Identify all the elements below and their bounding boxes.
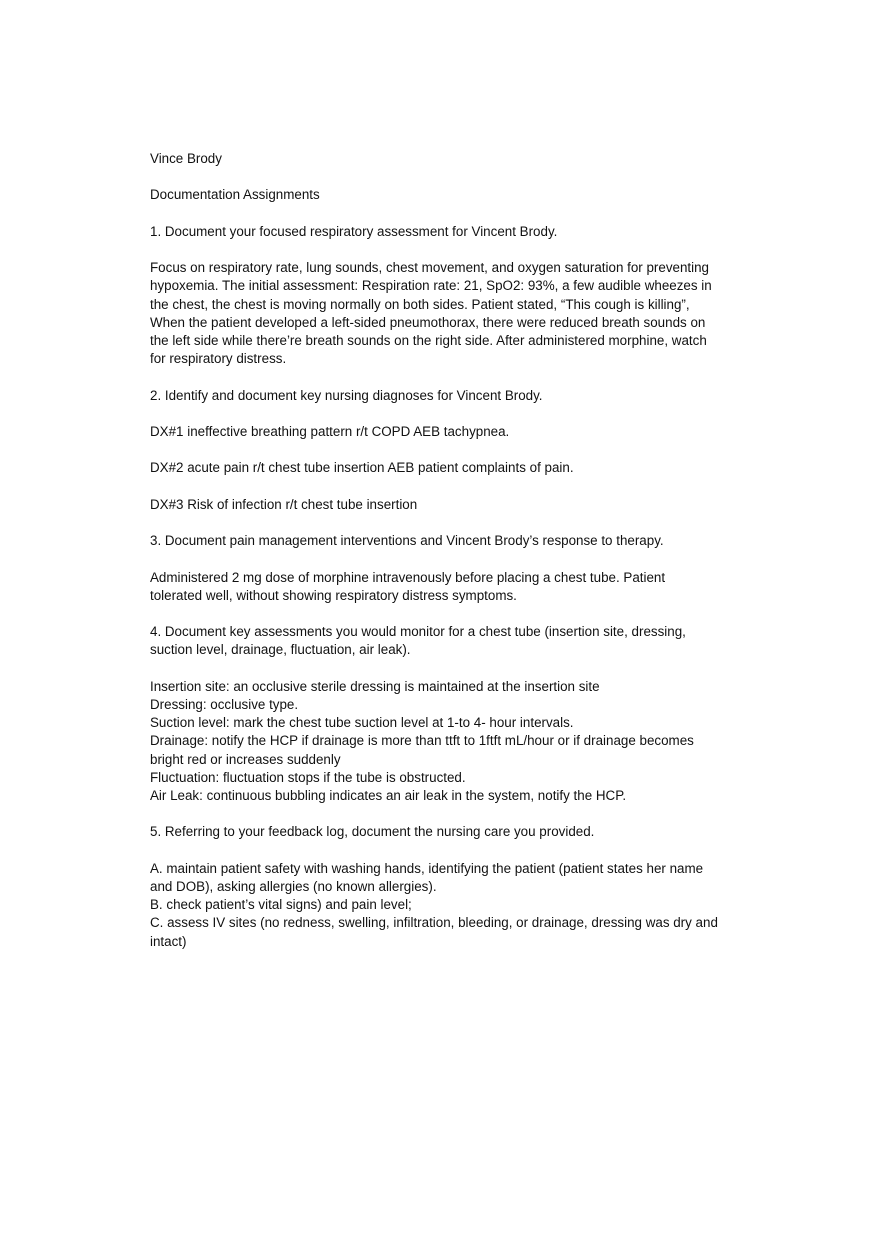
spacer — [150, 478, 740, 496]
spacer — [150, 805, 740, 823]
spacer — [150, 168, 740, 186]
answer-line: hypoxemia. The initial assessment: Respiration rate: 21, SpO2: 93%, a few audible wheezes in — [150, 278, 712, 294]
diagnosis-2: DX#2 acute pain r/t chest tube insertion AEB patient complaints of pain. — [150, 460, 574, 476]
question-5: 5. Referring to your feedback log, document the nursing care you provided. — [150, 824, 595, 840]
spacer — [150, 368, 740, 386]
question-line: suction level, drainage, fluctuation, air leak). — [150, 642, 411, 658]
author-name: Vince Brody — [150, 151, 222, 166]
question-line: 4. Document key assessments you would monitor for a chest tube (insertion site, dressing, — [150, 624, 686, 640]
document-body — [150, 150, 740, 951]
answer-line: A. maintain patient safety with washing hands, identifying the patient (patient states her name — [150, 860, 704, 876]
answer-5 — [150, 860, 740, 951]
spacer — [150, 441, 740, 459]
answer-line: for respiratory distress. — [150, 351, 287, 367]
question-3: 3. Document pain management interventions and Vincent Brody’s response to therapy. — [150, 533, 664, 549]
spacer — [150, 605, 740, 623]
question-2: 2. Identify and document key nursing diagnoses for Vincent Brody. — [150, 387, 543, 403]
answer-line: intact) — [150, 933, 187, 949]
question-1: 1. Document your focused respiratory assessment for Vincent Brody. — [150, 223, 558, 239]
answer-line: Drainage: notify the HCP if drainage is more than ttft to 1ftft mL/hour or if drainage becomes — [150, 733, 694, 749]
answer-line: Air Leak: continuous bubbling indicates an air leak in the system, notify the HCP. — [150, 787, 627, 803]
answer-1 — [150, 259, 740, 368]
answer-line: bright red or increases suddenly — [150, 751, 341, 767]
spacer — [150, 550, 740, 568]
answer-line: B. check patient’s vital signs) and pain level; — [150, 897, 412, 913]
answer-line: Insertion site: an occlusive sterile dressing is maintained at the insertion site — [150, 678, 600, 694]
answer-line: Suction level: mark the chest tube suction level at 1-to 4- hour intervals. — [150, 715, 574, 731]
answer-line: Administered 2 mg dose of morphine intravenously before placing a chest tube. Patient — [150, 569, 666, 585]
answer-line: C. assess IV sites (no redness, swelling, infiltration, bleeding, or drainage, dressing was dry and — [150, 915, 718, 931]
answer-3 — [150, 569, 740, 605]
answer-line: Focus on respiratory rate, lung sounds, chest movement, and oxygen saturation for preventing — [150, 260, 709, 276]
diagnosis-1: DX#1 ineffective breathing pattern r/t COPD AEB tachypnea. — [150, 423, 510, 439]
spacer — [150, 241, 740, 259]
answer-line: Fluctuation: fluctuation stops if the tube is obstructed. — [150, 769, 466, 785]
spacer — [150, 514, 740, 532]
spacer — [150, 660, 740, 678]
document-title: Documentation Assignments — [150, 187, 320, 203]
answer-line: tolerated well, without showing respiratory distress symptoms. — [150, 587, 517, 603]
diagnosis-3: DX#3 Risk of infection r/t chest tube insertion — [150, 496, 418, 512]
spacer — [150, 205, 740, 223]
answer-line: the chest, the chest is moving normally on both sides. Patient stated, “This cough is killing”, — [150, 296, 690, 312]
answer-line: the left side while there’re breath sounds on the right side. After administered morphine, watch — [150, 332, 707, 348]
answer-line: Dressing: occlusive type. — [150, 696, 299, 712]
spacer — [150, 405, 740, 423]
spacer — [150, 842, 740, 860]
answer-line: When the patient developed a left-sided pneumothorax, there were reduced breath sounds on — [150, 314, 706, 330]
question-4 — [150, 623, 740, 659]
answer-4 — [150, 678, 740, 805]
answer-line: and DOB), asking allergies (no known allergies). — [150, 878, 437, 894]
